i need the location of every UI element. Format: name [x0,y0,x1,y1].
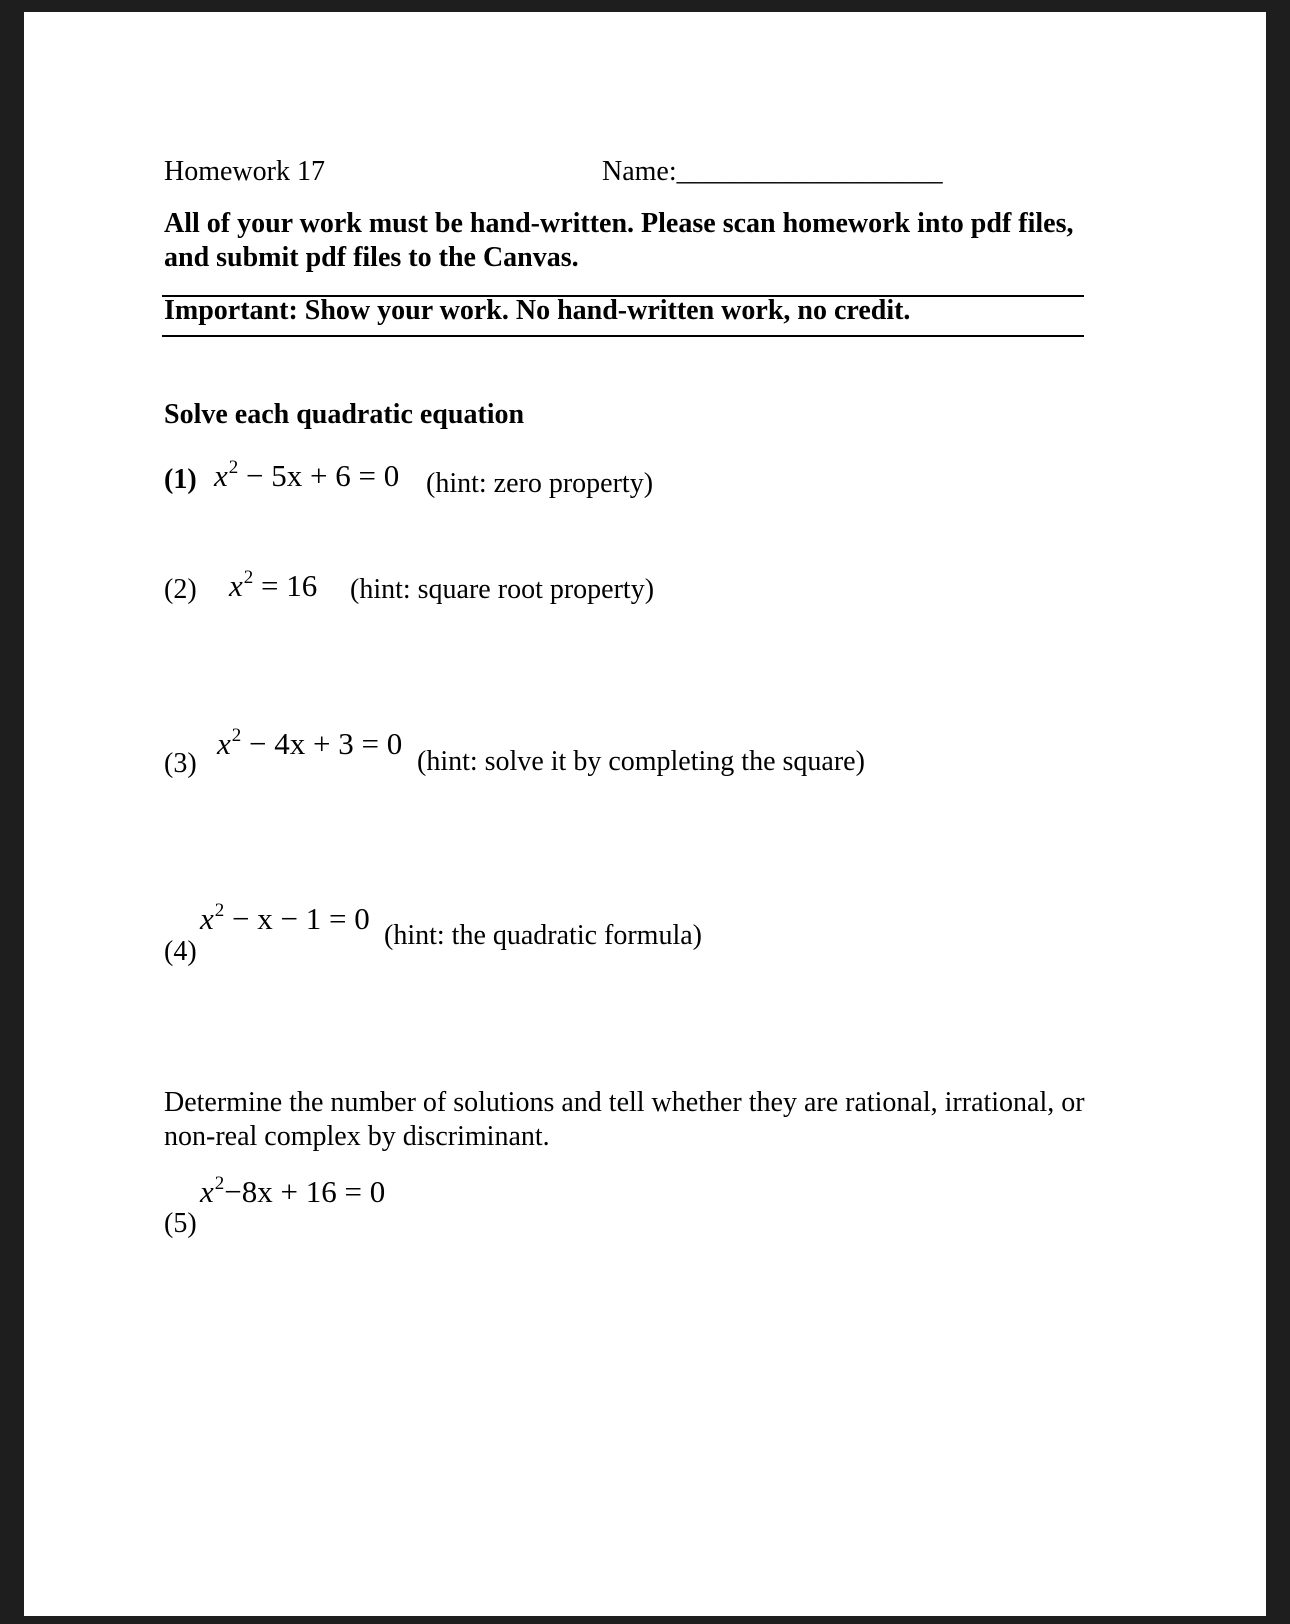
eq5-exponent: 2 [214,1173,225,1194]
eq4-rest: − x − 1 = 0 [224,901,370,936]
discriminant-instruction-line-1: Determine the number of solutions and tell whether they are rational, irrational, or [164,1087,1085,1118]
eq1-rest: − 5x + 6 = 0 [238,458,400,493]
eq1-exponent: 2 [228,457,239,478]
eq5-variable: x [200,1174,214,1209]
equation-5 [200,1175,385,1209]
eq3-rest: − 4x + 3 = 0 [241,726,403,761]
hint-2: (hint: square root property) [350,574,655,605]
discriminant-instruction-line-2: non-real complex by discriminant. [164,1121,550,1152]
eq2-rest: = 16 [253,568,318,603]
document-page [24,12,1266,1616]
problem-number-4: (4) [164,936,197,967]
equation-2 [229,569,317,603]
equation-3 [217,727,402,761]
eq2-exponent: 2 [243,567,254,588]
homework-title: Homework 17 [164,156,325,187]
hint-3: (hint: solve it by completing the square) [417,746,865,777]
equation-1 [214,459,399,493]
eq5-rest: −8x + 16 = 0 [224,1174,386,1209]
name-blank: ___________________ [676,156,943,187]
instruction-line-2: and submit pdf files to the Canvas. [164,242,579,273]
problem-number-3: (3) [164,748,197,779]
hint-1: (hint: zero property) [426,468,654,499]
eq4-exponent: 2 [214,900,225,921]
eq3-exponent: 2 [231,725,242,746]
name-field [602,156,943,188]
instruction-line-1: All of your work must be hand-written. Please scan homework into pdf files, [164,208,1074,239]
name-label: Name: [602,156,677,187]
eq3-variable: x [217,726,231,761]
eq1-variable: x [214,458,228,493]
problem-number-5: (5) [164,1208,197,1239]
important-note: Important: Show your work. No hand-written work, no credit. [164,295,911,326]
problem-number-2: (2) [164,574,197,605]
eq2-variable: x [229,568,243,603]
hint-4: (hint: the quadratic formula) [384,920,702,951]
problem-number-1: (1) [164,464,197,495]
equation-4 [200,902,370,936]
bottom-divider [162,335,1084,337]
eq4-variable: x [200,901,214,936]
section-heading: Solve each quadratic equation [164,399,525,430]
